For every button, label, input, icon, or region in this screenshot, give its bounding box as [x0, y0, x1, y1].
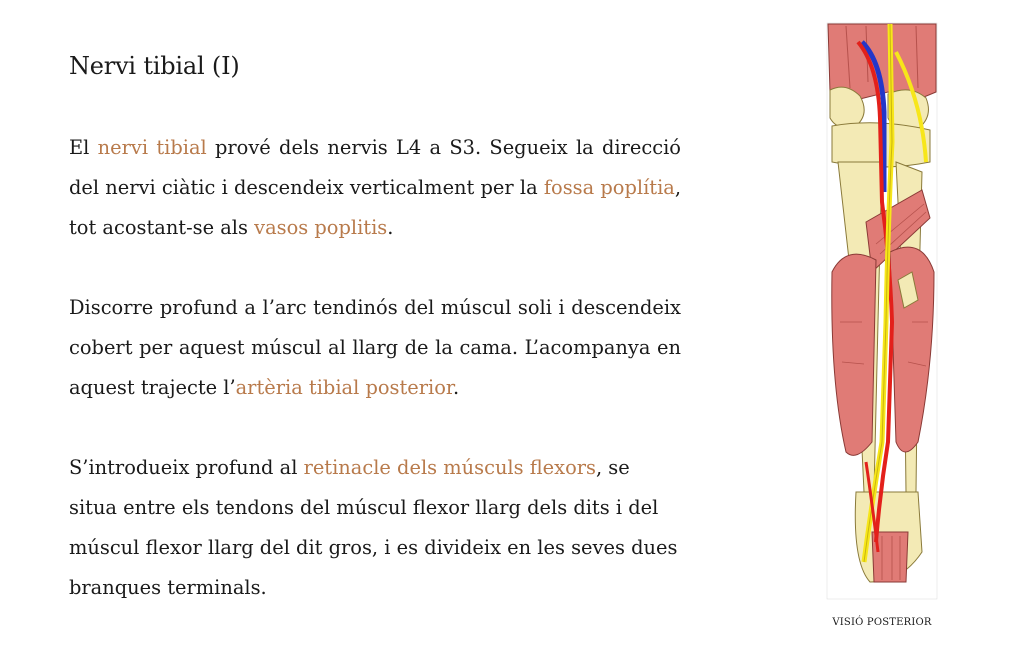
- page-title: Nervi tibial (I): [69, 52, 240, 80]
- paragraph-course: [69, 288, 681, 408]
- link-fossa-poplitia[interactable]: fossa poplítia: [543, 176, 675, 199]
- text-segment: , se situa entre els tendons del múscul flexor llarg dels dits i del múscul flexor llarg del dit gros, i es divideix en les seves dues branques terminals.: [69, 456, 678, 599]
- main-text: [69, 128, 681, 648]
- link-nervi-tibial[interactable]: nervi tibial: [97, 136, 207, 159]
- paragraph-termination: [69, 448, 681, 608]
- tibialis-posterior-muscle: [832, 254, 876, 455]
- figure-caption: VISIÓ POSTERIOR: [832, 617, 932, 628]
- text-segment: S’introdueix profund al: [69, 456, 304, 479]
- text-segment: prové dels nervis L4 a S3. Segueix la direcció del nervi ciàtic i descendeix verticalment per la: [69, 136, 681, 199]
- link-arteria-tibial-posterior[interactable]: artèria tibial posterior: [235, 376, 454, 399]
- text-segment: Discorre profund a l’arc tendinós del múscul soli i descendeix cobert per aquest múscul al llarg de la cama. L’acompanya en aquest trajecte l’: [69, 296, 681, 399]
- text-segment: .: [453, 376, 460, 399]
- paragraph-origin: [69, 128, 681, 248]
- link-retinacle-flexors[interactable]: retinacle dels músculs flexors: [303, 456, 596, 479]
- text-segment: , tot acostant-se als: [69, 176, 682, 239]
- text-segment: El: [69, 136, 98, 159]
- text-segment: .: [387, 216, 394, 239]
- leg-posterior-illustration: [826, 22, 938, 600]
- link-vasos-poplitis[interactable]: vasos poplitis: [254, 216, 388, 239]
